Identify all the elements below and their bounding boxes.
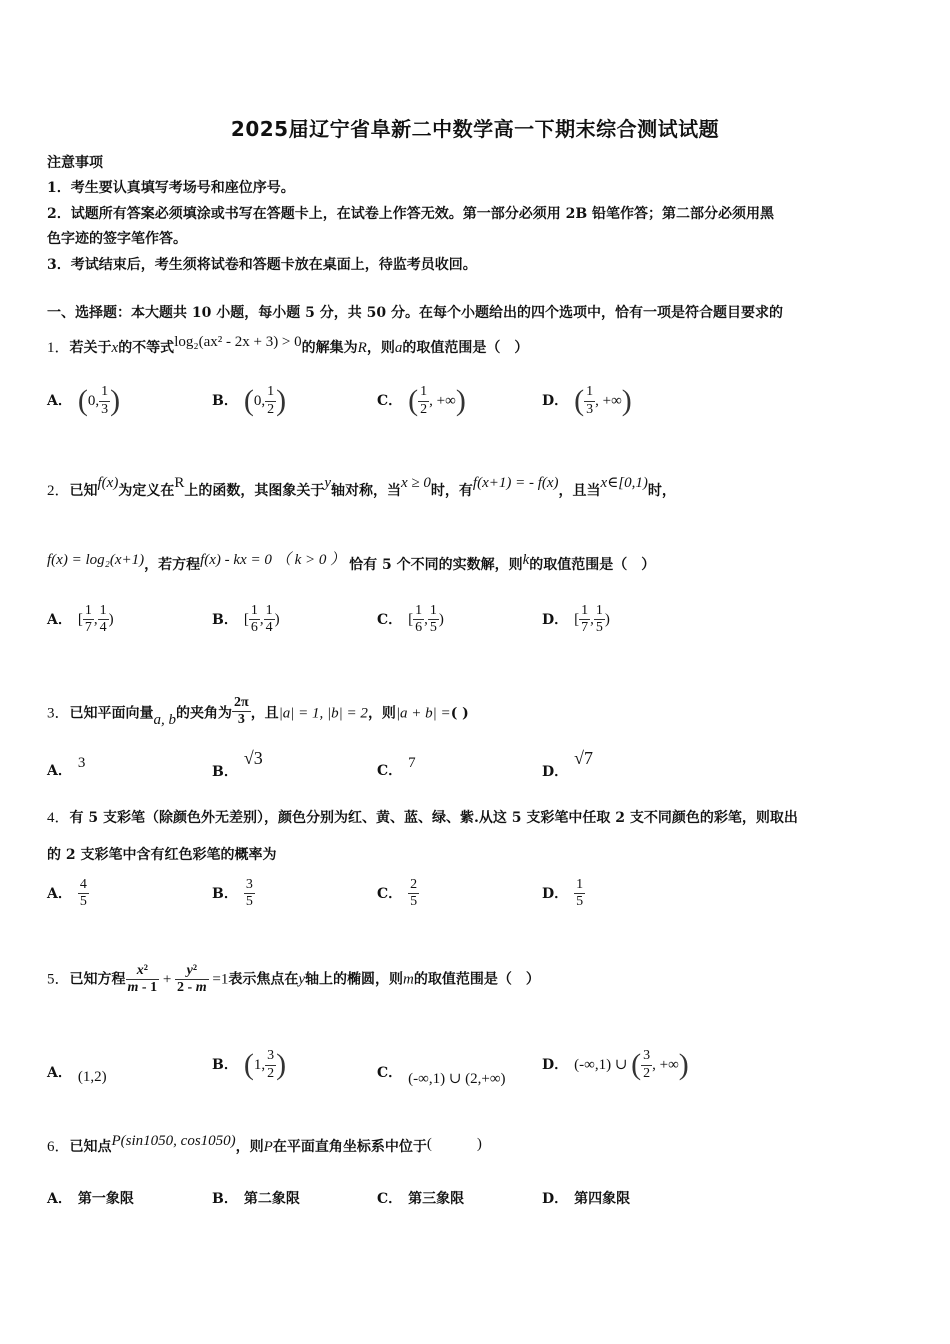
question-2-cont: f(x) = log₂(x+1)，若方程f(x) - kx = 0 （ k > 0 ） 恰有 5 个不同的实数解，则k的取值范围是（ ）	[47, 552, 656, 573]
q2-option-a[interactable]: A． [ $\frac{1}{7}$ , $\frac{1}{4}$ )	[47, 603, 114, 636]
section-heading: 一、选择题：本大题共 10 小题，每小题 5 分，共 50 分。在每个小题给出的四个选项中，恰有一项是符合题目要求的	[47, 305, 783, 321]
q1-option-a[interactable]: A． (0, $\frac{1}{3}$ )	[47, 384, 121, 417]
q5-option-b[interactable]: B． (1, $\frac{3}{2}$ )	[212, 1048, 287, 1081]
q1-option-d[interactable]: D． ( $\frac{1}{3}$ , +∞)	[542, 384, 632, 417]
q2-option-d[interactable]: D． [ $\frac{1}{7}$ , $\frac{1}{5}$ )	[542, 603, 610, 636]
question-6: 6．已知点P(sin1050, cos1050)，则P在平面直角坐标系中位于( )	[47, 1133, 482, 1155]
q4-option-a[interactable]: A． $\frac{4}{5}$	[47, 877, 87, 910]
note-item: 2．试题所有答案必须填涂或书写在答题卡上，在试卷上作答无效。第一部分必须用 2B 铅笔作答；第二部分必须用黑	[47, 206, 775, 222]
q6-option-a[interactable]: A． 第一象限	[47, 1191, 134, 1207]
q4-option-b[interactable]: B． $\frac{3}{5}$	[212, 877, 253, 910]
question-1: 1．若关于x的不等式log₂(ax² - 2x + 3) > 0的解集为R，则a的取值范围是（ ）	[47, 334, 529, 356]
question-4: 4．有 5 支彩笔（除颜色外无差别），颜色分别为红、黄、蓝、绿、紫.从这 5 支彩笔中任取 2 支不同颜色的彩笔，则取出	[47, 810, 798, 826]
question-4-cont: 的 2 支彩笔中含有红色彩笔的概率为	[47, 847, 277, 863]
q1-option-b[interactable]: B． (0, $\frac{1}{2}$ )	[212, 384, 287, 417]
q4-option-c[interactable]: C． $\frac{2}{5}$	[377, 877, 418, 910]
question-3: 3．已知平面向量a, b的夹角为 $\frac{2\pi}{3}$ ，且|a| = 1, |b| = 2，则|a + b| =( )	[47, 695, 469, 728]
q6-option-c[interactable]: C． 第三象限	[377, 1191, 465, 1207]
q1-option-c[interactable]: C． ( $\frac{1}{2}$ , +∞)	[377, 384, 466, 417]
q5-option-a[interactable]: A． (1,2)	[47, 1065, 107, 1085]
note-item: 色字迹的签字笔作答。	[47, 231, 187, 247]
note-item: 3．考试结束后，考生须将试卷和答题卡放在桌面上，待监考员收回。	[47, 257, 477, 273]
q2-option-b[interactable]: B． [ $\frac{1}{6}$ , $\frac{1}{4}$ )	[212, 603, 280, 636]
q5-option-d[interactable]: D． (-∞,1) ∪ ( $\frac{3}{2}$ , +∞)	[542, 1048, 689, 1081]
q3-option-d[interactable]: D．√7	[542, 748, 594, 780]
question-2: 2．已知f(x)为定义在R上的函数，其图象关于y轴对称，当x ≥ 0时，有f(x+1) = - f(x)，且当x∈[0,1)时，	[47, 475, 676, 499]
q3-option-b[interactable]: B．√3	[212, 748, 263, 780]
page-title: 2025届辽宁省阜新二中数学高一下期末综合测试试题	[230, 117, 720, 141]
note-item: 1．考生要认真填写考场号和座位序号。	[47, 180, 295, 196]
q3-option-c[interactable]: C． 7	[377, 755, 416, 779]
q4-option-d[interactable]: D． $\frac{1}{5}$	[542, 877, 584, 910]
notes-heading: 注意事项	[47, 155, 103, 171]
q6-point: P(sin1050, cos1050)	[111, 1133, 236, 1149]
q1-inequality: log₂(ax² - 2x + 3) > 0	[174, 334, 302, 350]
question-number: 1．	[47, 340, 70, 356]
question-5: 5．已知方程 $\frac{\text{x²}}{m - 1}$ + $\frac{\text{y²}}{2 - m}$ =1表示焦点在y轴上的椭圆，则m的取值范围是（ ）	[47, 963, 540, 996]
q6-option-b[interactable]: B． 第二象限	[212, 1191, 300, 1207]
q6-option-d[interactable]: D． 第四象限	[542, 1191, 631, 1207]
q3-option-a[interactable]: A． 3	[47, 755, 86, 779]
q5-option-c[interactable]: C． (-∞,1) ∪ (2,+∞)	[377, 1065, 506, 1087]
q2-option-c[interactable]: C． [ $\frac{1}{6}$ , $\frac{1}{5}$ )	[377, 603, 444, 636]
